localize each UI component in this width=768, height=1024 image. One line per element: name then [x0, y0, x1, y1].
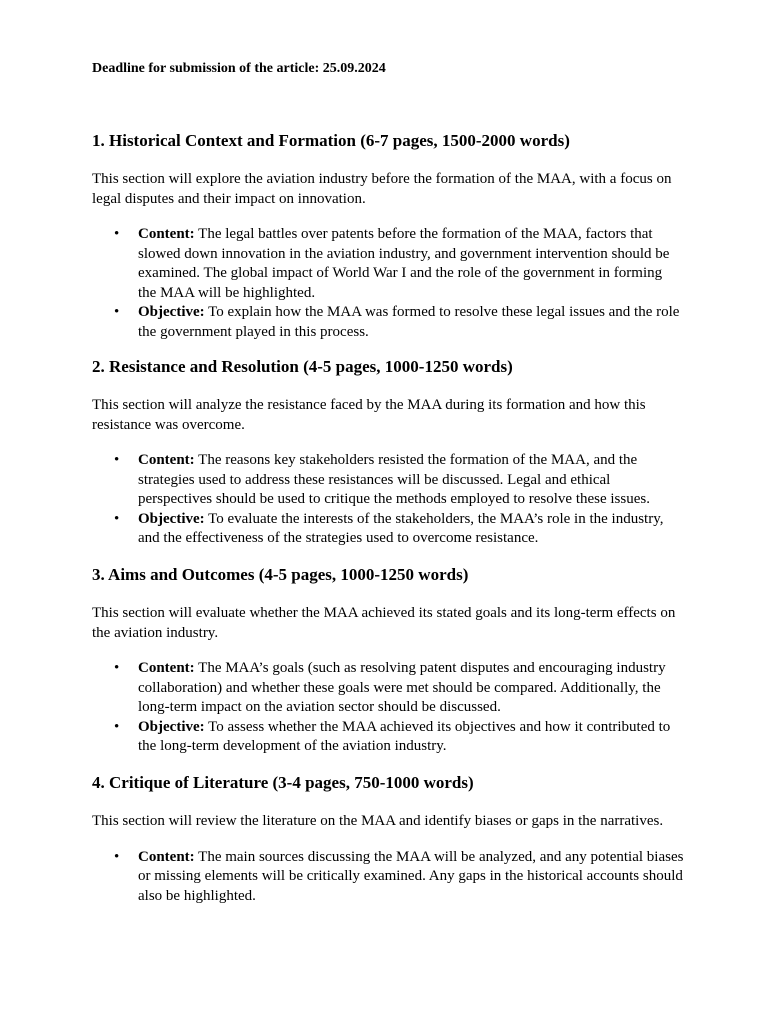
bullet-text: To evaluate the interests of the stakeholders, the MAA’s role in the industry, and the effectiveness of the strategies used to overcome resistance.	[138, 510, 664, 546]
bullet-icon: •	[114, 304, 120, 320]
bullet-icon: •	[114, 848, 120, 865]
bullet-text: The main sources discussing the MAA will be analyzed, and any potential biases or missing elements will be critically examined. Any gaps in the historical accounts should also be highlighted.	[138, 848, 684, 904]
bullet-icon: •	[114, 718, 120, 735]
bullet-list	[92, 659, 684, 757]
bullet-list	[92, 451, 684, 549]
bullet-list	[92, 848, 684, 907]
section-intro: This section will explore the aviation industry before the formation of the MAA, with a focus on legal disputes and their impact on innovation.	[92, 171, 672, 207]
list-item	[92, 451, 684, 510]
section-heading: 3. Aims and Outcomes (4-5 pages, 1000-1250 words)	[92, 565, 469, 584]
bullet-text: The MAA’s goals (such as resolving patent disputes and encouraging industry collaboration) and whether these goals were met should be compared. Additionally, the long-term impact on the aviation sector should be discussed.	[138, 660, 666, 715]
bullet-label: Content:	[138, 848, 195, 865]
deadline-line: Deadline for submission of the article: 25.09.2024	[92, 61, 386, 76]
bullet-label: Content:	[138, 660, 195, 676]
list-item	[92, 718, 684, 757]
bullet-label: Content:	[138, 226, 195, 242]
bullet-label: Objective:	[138, 510, 205, 527]
bullet-text: The legal battles over patents before the formation of the MAA, factors that slowed down innovation in the aviation industry, and government intervention should be examined. The global impact of World War I and the role of the government in forming the MAA will be highlighted.	[138, 226, 670, 301]
bullet-list	[92, 225, 684, 342]
section-heading: 1. Historical Context and Formation (6-7 pages, 1500-2000 words)	[92, 131, 570, 150]
list-item	[92, 510, 684, 549]
bullet-label: Content:	[138, 452, 195, 468]
section-historical-context	[92, 130, 684, 342]
section-intro: This section will review the literature on the MAA and identify biases or gaps in the narratives.	[92, 813, 664, 829]
bullet-text: The reasons key stakeholders resisted the formation of the MAA, and the strategies used to address these resistances will be discussed. Legal and ethical perspectives should be used to critique the methods employed to resolve these issues.	[138, 452, 650, 507]
list-item	[92, 659, 684, 718]
section-aims-outcomes	[92, 564, 684, 757]
section-heading: 4. Critique of Literature (3-4 pages, 750-1000 words)	[92, 773, 474, 792]
bullet-label: Objective:	[138, 304, 205, 320]
list-item	[92, 225, 684, 303]
section-resistance-resolution	[92, 356, 684, 549]
bullet-text: To assess whether the MAA achieved its objectives and how it contributed to the long-term development of the aviation industry.	[138, 718, 671, 754]
list-item	[92, 303, 684, 342]
section-critique-literature	[92, 772, 684, 906]
bullet-icon: •	[114, 510, 120, 527]
bullet-icon: •	[114, 660, 120, 676]
section-intro: This section will analyze the resistance faced by the MAA during its formation and how this resistance was overcome.	[92, 397, 646, 433]
list-item	[92, 848, 684, 907]
bullet-label: Objective:	[138, 718, 205, 735]
section-intro: This section will evaluate whether the MAA achieved its stated goals and its long-term effects on the aviation industry.	[92, 605, 676, 641]
section-heading: 2. Resistance and Resolution (4-5 pages, 1000-1250 words)	[92, 357, 513, 376]
bullet-icon: •	[114, 226, 120, 242]
bullet-text: To explain how the MAA was formed to resolve these legal issues and the role the government played in this process.	[138, 304, 680, 340]
bullet-icon: •	[114, 452, 120, 468]
